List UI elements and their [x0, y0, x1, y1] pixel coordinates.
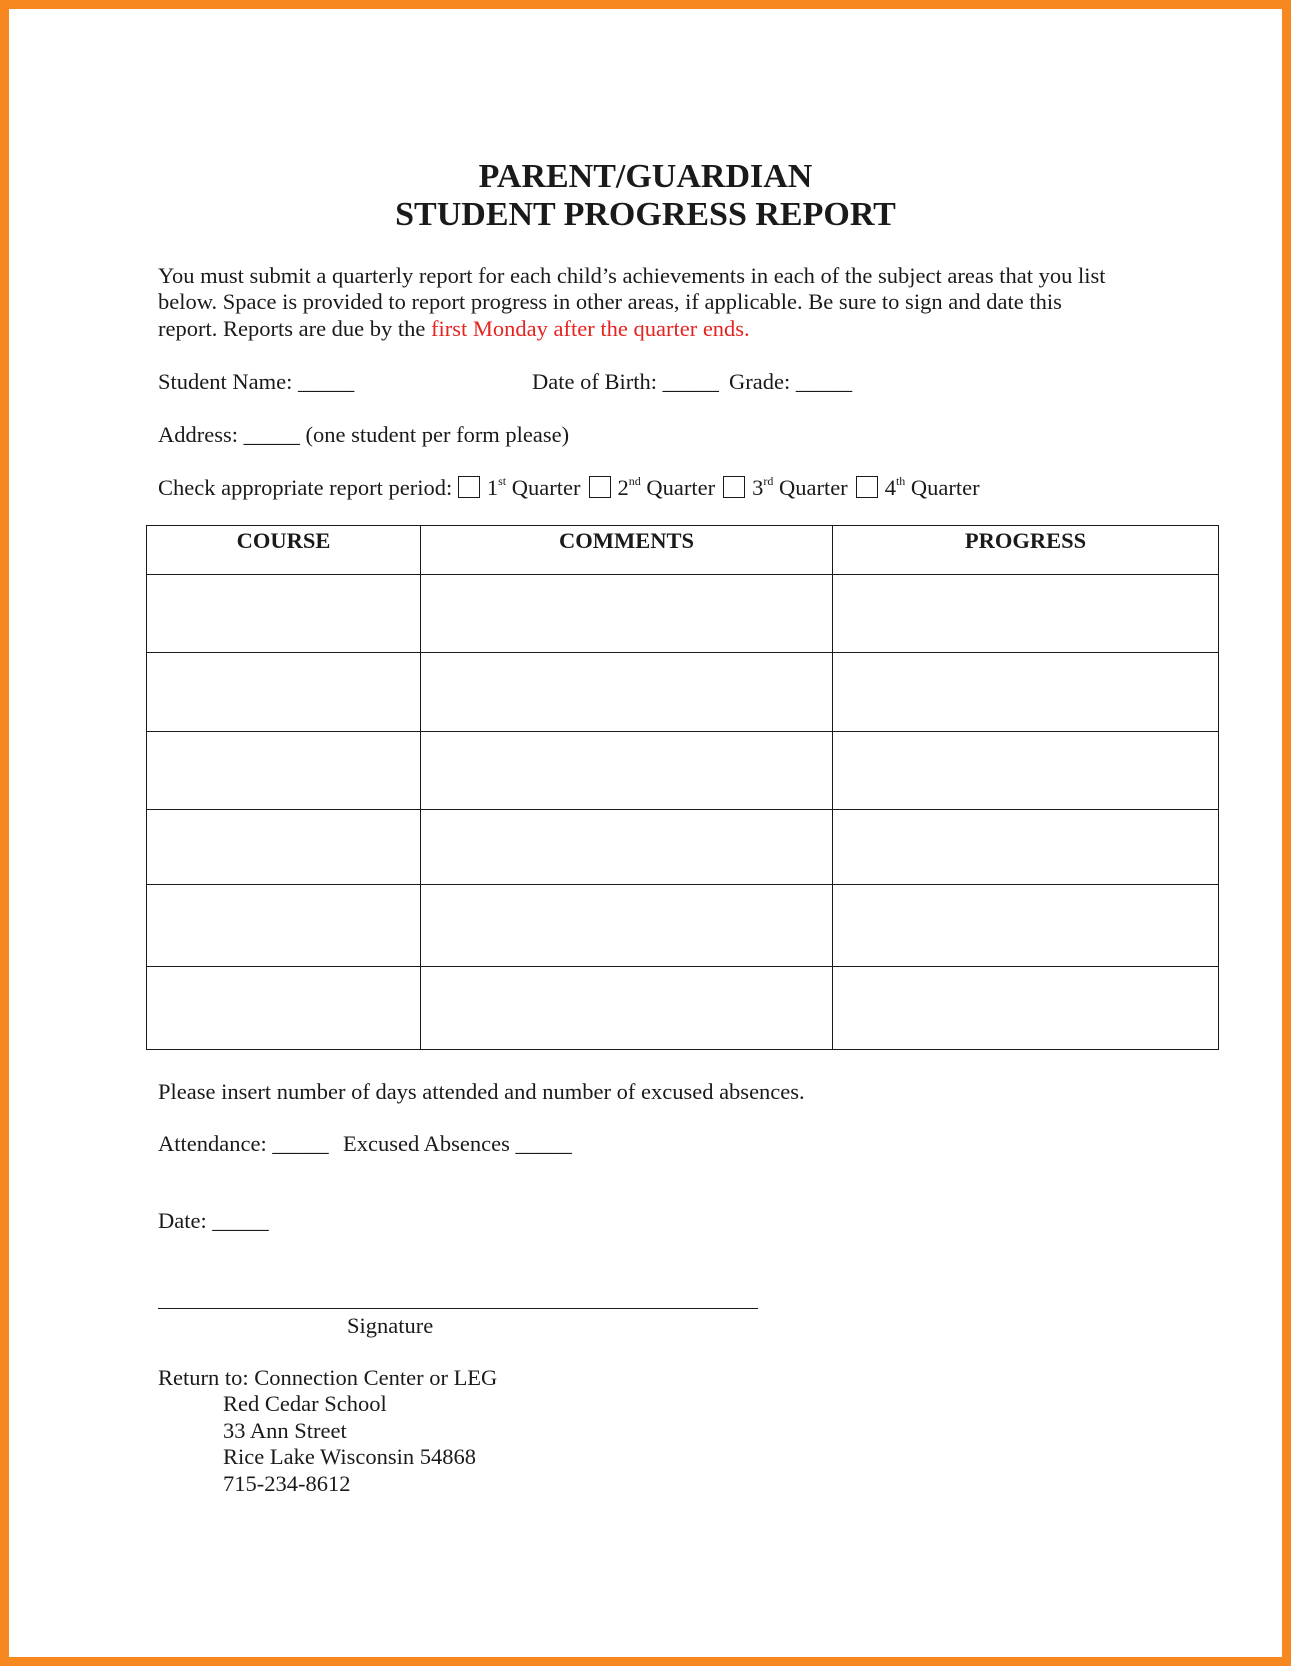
quarter-ordinal-suffix: nd — [628, 474, 641, 488]
quarter-ordinal-suffix: st — [498, 474, 507, 488]
quarter-number: 2 — [617, 475, 629, 500]
return-to-heading: Return to: Connection Center or LEG — [158, 1365, 498, 1390]
course-cell[interactable] — [147, 653, 421, 731]
attendance-field[interactable]: Attendance: _____ — [158, 1131, 329, 1156]
course-cell[interactable] — [147, 884, 421, 967]
quarter-option-1[interactable] — [458, 474, 581, 501]
course-cell[interactable] — [147, 967, 421, 1050]
table-row — [147, 731, 1219, 809]
quarter-number: 4 — [884, 475, 896, 500]
quarter-option-2[interactable] — [589, 474, 716, 501]
excused-absences-field[interactable]: Excused Absences _____ — [343, 1131, 572, 1156]
grade-field[interactable]: Grade: _____ — [729, 369, 853, 394]
quarter-ordinal-suffix: th — [895, 474, 906, 488]
quarter-checkbox[interactable] — [856, 476, 878, 498]
date-of-birth-field[interactable]: Date of Birth: _____ — [532, 369, 719, 394]
intro-line-3 — [158, 315, 750, 342]
comments-cell[interactable] — [421, 653, 833, 731]
comments-cell[interactable] — [421, 731, 833, 809]
attendance-instruction: Please insert number of days attended and number of excused absences. — [158, 1079, 805, 1104]
quarter-label: Quarter — [506, 475, 581, 500]
quarter-ordinal-suffix: rd — [763, 474, 774, 488]
table-row — [147, 810, 1219, 884]
table-row — [147, 884, 1219, 967]
course-column-header: COURSE — [147, 526, 421, 575]
course-cell[interactable] — [147, 731, 421, 809]
quarter-option-4[interactable] — [856, 474, 980, 501]
quarter-options — [458, 475, 980, 500]
quarter-checkbox[interactable] — [458, 476, 480, 498]
table-header-row — [147, 526, 1219, 575]
comments-column-header: COMMENTS — [421, 526, 833, 575]
comments-cell[interactable] — [421, 967, 833, 1050]
return-phone: 715-234-8612 — [223, 1471, 351, 1496]
form-title-line-2: STUDENT PROGRESS REPORT — [395, 196, 896, 233]
return-address-line: Rice Lake Wisconsin 54868 — [223, 1444, 477, 1469]
table-row — [147, 967, 1219, 1050]
report-period-row — [158, 474, 980, 501]
student-name-field[interactable]: Student Name: _____ — [158, 369, 355, 394]
progress-table — [146, 525, 1219, 1050]
course-cell[interactable] — [147, 810, 421, 884]
progress-column-header: PROGRESS — [833, 526, 1219, 575]
quarter-label: Quarter — [640, 475, 716, 500]
progress-cell[interactable] — [833, 653, 1219, 731]
intro-line-3-text: report. Reports are due by the — [158, 316, 432, 341]
signature-label: Signature — [347, 1313, 434, 1338]
signature-line[interactable] — [158, 1308, 758, 1309]
return-address-line: 33 Ann Street — [223, 1418, 347, 1443]
quarter-number: 3 — [752, 475, 764, 500]
progress-cell[interactable] — [833, 884, 1219, 967]
quarter-number: 1 — [486, 475, 499, 500]
comments-cell[interactable] — [421, 810, 833, 884]
progress-cell[interactable] — [833, 575, 1219, 653]
return-address-line: Red Cedar School — [223, 1391, 387, 1416]
table-row — [147, 653, 1219, 731]
course-cell[interactable] — [147, 575, 421, 653]
quarter-option-3[interactable] — [723, 474, 848, 501]
report-period-label: Check appropriate report period: — [158, 475, 453, 500]
comments-cell[interactable] — [421, 884, 833, 967]
intro-line-2: below. Space is provided to report progress in other areas, if applicable. Be sure to sign and date this — [158, 289, 1062, 314]
comments-cell[interactable] — [421, 575, 833, 653]
progress-cell[interactable] — [833, 810, 1219, 884]
table-row — [147, 575, 1219, 653]
quarter-label: Quarter — [773, 475, 848, 500]
intro-line-1: You must submit a quarterly report for each child’s achievements in each of the subject areas that you list — [158, 263, 1106, 288]
form-title-line-1: PARENT/GUARDIAN — [478, 158, 813, 195]
quarter-checkbox[interactable] — [589, 476, 611, 498]
due-date-highlight: first Monday after the quarter ends. — [431, 316, 750, 341]
quarter-label: Quarter — [905, 475, 980, 500]
quarter-checkbox[interactable] — [723, 476, 745, 498]
progress-cell[interactable] — [833, 731, 1219, 809]
progress-cell[interactable] — [833, 967, 1219, 1050]
date-field[interactable]: Date: _____ — [158, 1208, 269, 1233]
address-field[interactable]: Address: _____ (one student per form please) — [158, 422, 570, 447]
